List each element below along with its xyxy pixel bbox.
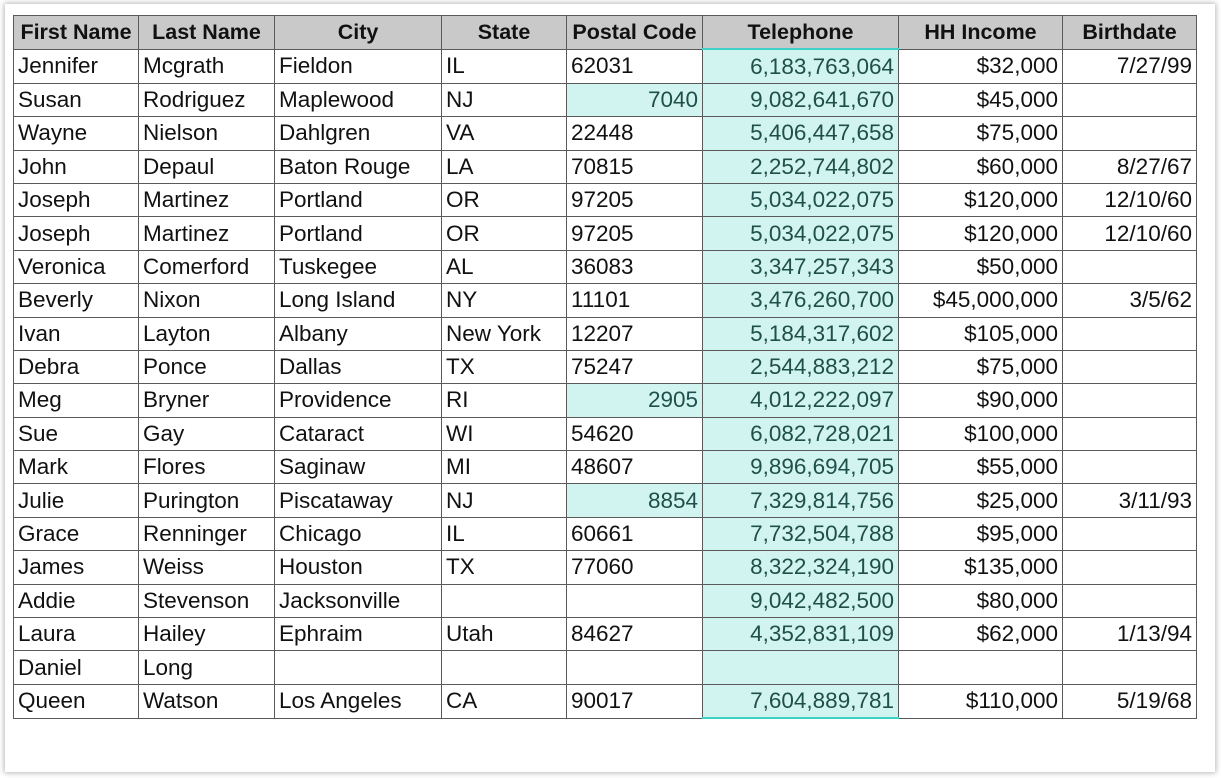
cell-first-name[interactable]: Meg — [14, 384, 139, 417]
cell-birthdate[interactable] — [1063, 551, 1197, 584]
cell-state[interactable]: TX — [442, 350, 567, 383]
cell-last-name[interactable]: Martinez — [139, 217, 275, 250]
cell-city[interactable]: Dahlgren — [275, 117, 442, 150]
cell-birthdate[interactable]: 7/27/99 — [1063, 49, 1197, 83]
cell-telephone[interactable]: 4,352,831,109 — [703, 618, 899, 651]
cell-state[interactable]: RI — [442, 384, 567, 417]
table-row — [14, 417, 1197, 450]
cell-telephone[interactable]: 9,896,694,705 — [703, 451, 899, 484]
cell-hh-income[interactable]: $75,000 — [899, 350, 1063, 383]
cell-telephone[interactable]: 2,252,744,802 — [703, 150, 899, 183]
cell-first-name[interactable]: John — [14, 150, 139, 183]
cell-city[interactable]: Providence — [275, 384, 442, 417]
table-row — [14, 117, 1197, 150]
cell-city[interactable]: Jacksonville — [275, 584, 442, 617]
cell-postal-code[interactable]: 48607 — [567, 451, 703, 484]
cell-postal-code[interactable]: 22448 — [567, 117, 703, 150]
cell-last-name[interactable]: Renninger — [139, 517, 275, 550]
cell-last-name[interactable]: Rodriguez — [139, 83, 275, 116]
table-row — [14, 484, 1197, 517]
cell-birthdate[interactable]: 8/27/67 — [1063, 150, 1197, 183]
cell-telephone[interactable] — [703, 651, 899, 684]
cell-first-name[interactable]: Ivan — [14, 317, 139, 350]
cell-postal-code[interactable]: 12207 — [567, 317, 703, 350]
cell-hh-income[interactable] — [899, 651, 1063, 684]
cell-city[interactable]: Los Angeles — [275, 684, 442, 718]
cell-birthdate[interactable]: 3/5/62 — [1063, 284, 1197, 317]
cell-first-name[interactable]: Joseph — [14, 183, 139, 216]
cell-state[interactable]: CA — [442, 684, 567, 718]
table-row — [14, 83, 1197, 116]
table-row — [14, 317, 1197, 350]
cell-last-name[interactable]: Flores — [139, 451, 275, 484]
cell-postal-code[interactable]: 84627 — [567, 618, 703, 651]
cell-postal-code[interactable] — [567, 651, 703, 684]
cell-telephone[interactable]: 7,604,889,781 — [703, 684, 899, 718]
cell-hh-income[interactable]: $45,000,000 — [899, 284, 1063, 317]
cell-last-name[interactable]: Bryner — [139, 384, 275, 417]
table-row — [14, 49, 1197, 83]
cell-postal-code[interactable]: 8854 — [567, 484, 703, 517]
cell-postal-code[interactable]: 54620 — [567, 417, 703, 450]
cell-city[interactable]: Albany — [275, 317, 442, 350]
cell-state[interactable]: IL — [442, 49, 567, 83]
cell-city[interactable]: Fieldon — [275, 49, 442, 83]
table-row — [14, 451, 1197, 484]
cell-city[interactable]: Portland — [275, 217, 442, 250]
cell-telephone[interactable]: 8,322,324,190 — [703, 551, 899, 584]
cell-city[interactable] — [275, 651, 442, 684]
cell-birthdate[interactable]: 12/10/60 — [1063, 183, 1197, 216]
table-row — [14, 684, 1197, 718]
cell-last-name[interactable]: Ponce — [139, 350, 275, 383]
cell-city[interactable]: Houston — [275, 551, 442, 584]
cell-state[interactable]: AL — [442, 250, 567, 283]
column-header-birthdate[interactable]: Birthdate — [1063, 16, 1197, 50]
cell-postal-code[interactable]: 97205 — [567, 183, 703, 216]
table-row — [14, 250, 1197, 283]
column-header-last-name[interactable]: Last Name — [139, 16, 275, 50]
cell-first-name[interactable]: Grace — [14, 517, 139, 550]
cell-first-name[interactable]: Laura — [14, 618, 139, 651]
cell-hh-income[interactable]: $100,000 — [899, 417, 1063, 450]
cell-hh-income[interactable]: $50,000 — [899, 250, 1063, 283]
cell-telephone[interactable]: 7,732,504,788 — [703, 517, 899, 550]
cell-birthdate[interactable] — [1063, 417, 1197, 450]
cell-postal-code[interactable]: 90017 — [567, 684, 703, 718]
cell-birthdate[interactable] — [1063, 250, 1197, 283]
cell-first-name[interactable]: Susan — [14, 83, 139, 116]
cell-last-name[interactable]: Gay — [139, 417, 275, 450]
cell-state[interactable]: MI — [442, 451, 567, 484]
cell-hh-income[interactable]: $32,000 — [899, 49, 1063, 83]
cell-last-name[interactable]: Comerford — [139, 250, 275, 283]
cell-telephone[interactable]: 9,082,641,670 — [703, 83, 899, 116]
cell-telephone[interactable]: 5,184,317,602 — [703, 317, 899, 350]
cell-postal-code[interactable]: 62031 — [567, 49, 703, 83]
cell-telephone[interactable]: 9,042,482,500 — [703, 584, 899, 617]
cell-telephone[interactable]: 2,544,883,212 — [703, 350, 899, 383]
cell-telephone[interactable]: 5,034,022,075 — [703, 183, 899, 216]
cell-postal-code[interactable]: 7040 — [567, 83, 703, 116]
cell-hh-income[interactable]: $45,000 — [899, 83, 1063, 116]
cell-last-name[interactable]: Long — [139, 651, 275, 684]
table-row — [14, 651, 1197, 684]
cell-state[interactable]: VA — [442, 117, 567, 150]
cell-last-name[interactable]: Depaul — [139, 150, 275, 183]
column-header-hh-income[interactable]: HH Income — [899, 16, 1063, 50]
cell-telephone[interactable]: 6,183,763,064 — [703, 49, 899, 83]
cell-hh-income[interactable]: $120,000 — [899, 183, 1063, 216]
table-row — [14, 350, 1197, 383]
cell-first-name[interactable]: Jennifer — [14, 49, 139, 83]
cell-last-name[interactable]: Hailey — [139, 618, 275, 651]
cell-postal-code[interactable]: 77060 — [567, 551, 703, 584]
table-row — [14, 384, 1197, 417]
cell-first-name[interactable]: Veronica — [14, 250, 139, 283]
cell-birthdate[interactable] — [1063, 517, 1197, 550]
cell-last-name[interactable]: Watson — [139, 684, 275, 718]
table-row — [14, 150, 1197, 183]
cell-telephone[interactable]: 4,012,222,097 — [703, 384, 899, 417]
cell-birthdate[interactable] — [1063, 317, 1197, 350]
cell-city[interactable]: Cataract — [275, 417, 442, 450]
cell-first-name[interactable]: Addie — [14, 584, 139, 617]
cell-hh-income[interactable]: $80,000 — [899, 584, 1063, 617]
cell-state[interactable]: WI — [442, 417, 567, 450]
table-row — [14, 217, 1197, 250]
cell-last-name[interactable]: Stevenson — [139, 584, 275, 617]
cell-state[interactable]: New York — [442, 317, 567, 350]
cell-birthdate[interactable] — [1063, 117, 1197, 150]
cell-city[interactable]: Portland — [275, 183, 442, 216]
cell-first-name[interactable]: Beverly — [14, 284, 139, 317]
cell-city[interactable]: Long Island — [275, 284, 442, 317]
cell-telephone[interactable]: 3,476,260,700 — [703, 284, 899, 317]
cell-city[interactable]: Maplewood — [275, 83, 442, 116]
column-header-state[interactable]: State — [442, 16, 567, 50]
cell-state[interactable]: OR — [442, 183, 567, 216]
table-body — [14, 49, 1197, 718]
cell-hh-income[interactable]: $135,000 — [899, 551, 1063, 584]
column-header-city[interactable]: City — [275, 16, 442, 50]
cell-hh-income[interactable]: $75,000 — [899, 117, 1063, 150]
data-table — [13, 15, 1197, 719]
table-row — [14, 183, 1197, 216]
cell-first-name[interactable]: Mark — [14, 451, 139, 484]
cell-hh-income[interactable]: $55,000 — [899, 451, 1063, 484]
table-row — [14, 618, 1197, 651]
cell-hh-income[interactable]: $60,000 — [899, 150, 1063, 183]
cell-postal-code[interactable] — [567, 584, 703, 617]
cell-city[interactable]: Ephraim — [275, 618, 442, 651]
cell-postal-code[interactable]: 2905 — [567, 384, 703, 417]
column-header-postal-code[interactable]: Postal Code — [567, 16, 703, 50]
cell-last-name[interactable]: Purington — [139, 484, 275, 517]
cell-postal-code[interactable]: 75247 — [567, 350, 703, 383]
cell-postal-code[interactable]: 60661 — [567, 517, 703, 550]
table-row — [14, 584, 1197, 617]
cell-birthdate[interactable]: 5/19/68 — [1063, 684, 1197, 718]
cell-state[interactable]: OR — [442, 217, 567, 250]
cell-last-name[interactable]: Nielson — [139, 117, 275, 150]
cell-city[interactable]: Baton Rouge — [275, 150, 442, 183]
cell-birthdate[interactable] — [1063, 350, 1197, 383]
cell-birthdate[interactable] — [1063, 451, 1197, 484]
cell-telephone[interactable]: 3,347,257,343 — [703, 250, 899, 283]
cell-birthdate[interactable] — [1063, 384, 1197, 417]
table-row — [14, 284, 1197, 317]
cell-birthdate[interactable] — [1063, 584, 1197, 617]
cell-hh-income[interactable]: $110,000 — [899, 684, 1063, 718]
cell-first-name[interactable]: Sue — [14, 417, 139, 450]
cell-first-name[interactable]: Julie — [14, 484, 139, 517]
column-header-telephone[interactable]: Telephone — [703, 16, 899, 50]
cell-telephone[interactable]: 5,034,022,075 — [703, 217, 899, 250]
cell-last-name[interactable]: Martinez — [139, 183, 275, 216]
cell-hh-income[interactable]: $90,000 — [899, 384, 1063, 417]
cell-state[interactable]: NY — [442, 284, 567, 317]
cell-last-name[interactable]: Nixon — [139, 284, 275, 317]
cell-last-name[interactable]: Mcgrath — [139, 49, 275, 83]
cell-first-name[interactable]: Wayne — [14, 117, 139, 150]
table-row — [14, 551, 1197, 584]
cell-city[interactable]: Piscataway — [275, 484, 442, 517]
cell-state[interactable]: TX — [442, 551, 567, 584]
cell-telephone[interactable]: 5,406,447,658 — [703, 117, 899, 150]
cell-birthdate[interactable] — [1063, 651, 1197, 684]
cell-state[interactable]: IL — [442, 517, 567, 550]
cell-city[interactable]: Chicago — [275, 517, 442, 550]
cell-hh-income[interactable]: $62,000 — [899, 618, 1063, 651]
cell-last-name[interactable]: Weiss — [139, 551, 275, 584]
table-row — [14, 517, 1197, 550]
column-header-first-name[interactable]: First Name — [14, 16, 139, 50]
cell-state[interactable]: NJ — [442, 484, 567, 517]
cell-city[interactable]: Dallas — [275, 350, 442, 383]
cell-first-name[interactable]: James — [14, 551, 139, 584]
cell-telephone[interactable]: 6,082,728,021 — [703, 417, 899, 450]
cell-postal-code[interactable]: 11101 — [567, 284, 703, 317]
cell-first-name[interactable]: Daniel — [14, 651, 139, 684]
cell-birthdate[interactable]: 12/10/60 — [1063, 217, 1197, 250]
cell-state[interactable] — [442, 584, 567, 617]
spreadsheet-sheet — [5, 4, 1215, 772]
cell-state[interactable] — [442, 651, 567, 684]
cell-postal-code[interactable]: 36083 — [567, 250, 703, 283]
cell-birthdate[interactable] — [1063, 83, 1197, 116]
cell-state[interactable]: Utah — [442, 618, 567, 651]
cell-state[interactable]: NJ — [442, 83, 567, 116]
cell-telephone[interactable]: 7,329,814,756 — [703, 484, 899, 517]
cell-city[interactable]: Tuskegee — [275, 250, 442, 283]
cell-birthdate[interactable]: 1/13/94 — [1063, 618, 1197, 651]
cell-postal-code[interactable]: 70815 — [567, 150, 703, 183]
cell-last-name[interactable]: Layton — [139, 317, 275, 350]
cell-hh-income[interactable]: $25,000 — [899, 484, 1063, 517]
cell-city[interactable]: Saginaw — [275, 451, 442, 484]
cell-state[interactable]: LA — [442, 150, 567, 183]
cell-hh-income[interactable]: $105,000 — [899, 317, 1063, 350]
cell-first-name[interactable]: Debra — [14, 350, 139, 383]
header-row — [14, 16, 1197, 50]
cell-hh-income[interactable]: $95,000 — [899, 517, 1063, 550]
cell-first-name[interactable]: Joseph — [14, 217, 139, 250]
cell-hh-income[interactable]: $120,000 — [899, 217, 1063, 250]
cell-postal-code[interactable]: 97205 — [567, 217, 703, 250]
cell-birthdate[interactable]: 3/11/93 — [1063, 484, 1197, 517]
cell-first-name[interactable]: Queen — [14, 684, 139, 718]
